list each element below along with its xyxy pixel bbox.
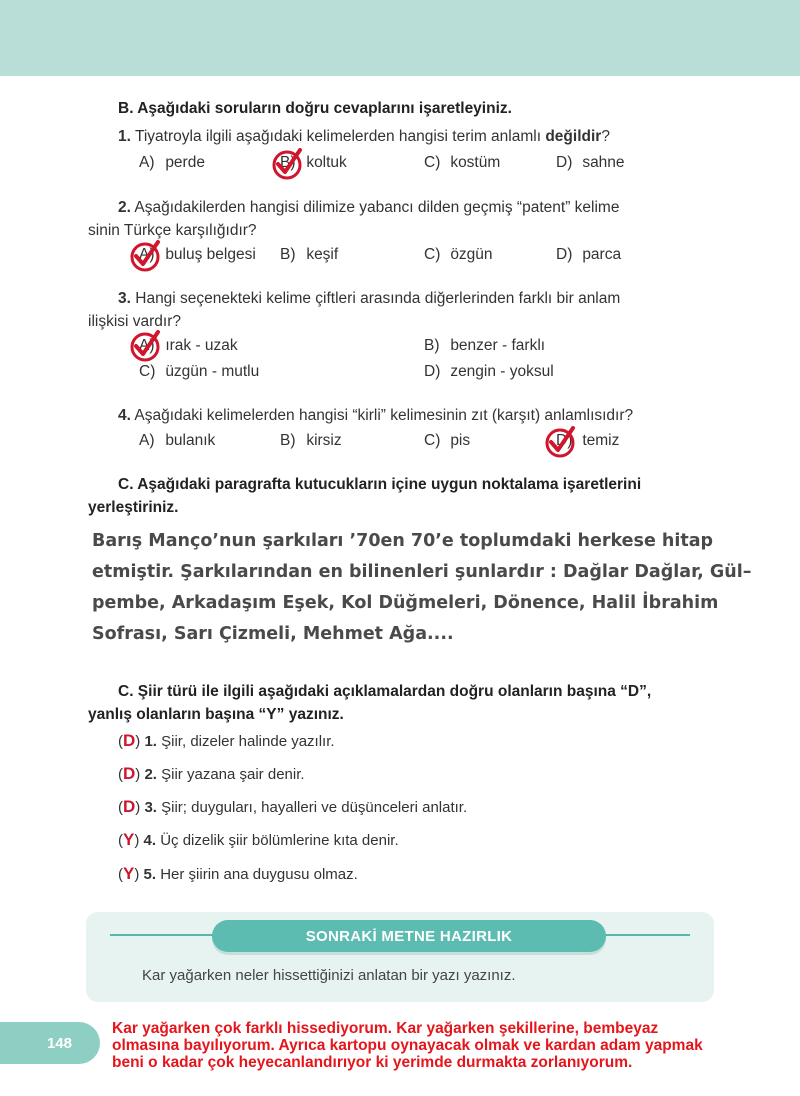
next-text-prep-prompt: Kar yağarken neler hissettiğinizi anlatan bir yazı yazınız. [142, 967, 516, 984]
statement-2: (D) 2. Şiir yazana şair denir. [118, 764, 305, 783]
statement-1-answer[interactable]: D [123, 731, 136, 750]
statement-4-answer[interactable]: Y [123, 830, 135, 849]
question-4-number: 4. [118, 407, 131, 424]
prep-divider-left [110, 934, 220, 936]
question-2-text: Aşağıdakilerden hangisi dilimize yabancı dilden geçmiş “patent” kelime [134, 199, 620, 216]
question-2-number: 2. [118, 199, 131, 216]
section-c-punctuation-title: C. Aşağıdaki paragrafta kutucukların içine uygun noktalama işaretlerini [118, 476, 642, 493]
statement-4: (Y) 4. Üç dizelik şiir bölümlerine kıta denir. [118, 830, 399, 849]
q1-option-a[interactable]: A) perde [139, 154, 205, 171]
statement-1: (D) 1. Şiir, dizeler halinde yazılır. [118, 731, 335, 750]
answer-line-1: Kar yağarken çok farklı hissediyorum. Kar yağarken şekillerine, bembeyaz [112, 1020, 659, 1037]
q1-check-mark-icon [270, 146, 304, 180]
q4-option-d[interactable]: D) temiz [556, 432, 620, 449]
paragraph-line-3: pembe, Arkadaşım Eşek, Kol Düğmeleri, Dönence, Halil İbrahim [92, 593, 719, 613]
section-c-punctuation-title-line-2: yerleştiriniz. [88, 499, 179, 516]
q2-option-a[interactable]: A) buluş belgesi [139, 246, 256, 263]
q3-check-mark-icon [128, 328, 162, 362]
q4-option-b[interactable]: B) kirsiz [280, 432, 342, 449]
paragraph-line-1: Barış Manço’nun şarkıları ’70en 70’e toplumdaki herkese hitap [92, 531, 714, 551]
q1-option-c[interactable]: C) kostüm [424, 154, 501, 171]
q3-option-b[interactable]: B) benzer - farklı [424, 337, 546, 354]
question-2-line-2: sinin Türkçe karşılığıdır? [88, 222, 257, 239]
statement-3-answer[interactable]: D [123, 797, 136, 816]
question-1-number: 1. [118, 128, 131, 145]
question-4 [118, 407, 633, 425]
question-2 [118, 199, 619, 217]
question-3 [118, 290, 620, 308]
q4-check-mark-icon [543, 424, 577, 458]
q3-option-d[interactable]: D) zengin - yoksul [424, 363, 554, 380]
next-text-prep-heading: SONRAKİ METNE HAZIRLIK [212, 920, 606, 952]
section-b-title: B. Aşağıdaki soruların doğru cevaplarını işaretleyiniz. [118, 100, 512, 117]
paragraph-line-4: Sofrası, Sarı Çizmeli, Mehmet Ağa.... [92, 624, 454, 644]
question-3-line-2: ilişkisi vardır? [88, 313, 182, 330]
question-1-text: Tiyatroyla ilgili aşağıdaki kelimelerden hangisi terim anlamlı [134, 128, 546, 145]
question-4-text: Aşağıdaki kelimelerden hangisi “kirli” kelimesinin zıt (karşıt) anlamlısıdır? [134, 407, 634, 424]
question-1 [118, 128, 610, 146]
question-3-number: 3. [118, 290, 131, 307]
q1-option-d[interactable]: D) sahne [556, 154, 625, 171]
page-number-tab: 148 [0, 1022, 100, 1064]
q3-option-a[interactable]: A) ırak - uzak [139, 337, 238, 354]
student-answer-text [112, 1020, 782, 1071]
q2-check-mark-icon [128, 238, 162, 272]
paragraph-line-2: etmiştir. Şarkılarından en bilinenleri şunlardır : Dağlar Dağlar, Gül– [92, 562, 752, 582]
question-3-text: Hangi seçenekteki kelime çiftleri arasında diğerlerinden farklı bir anlam [135, 290, 621, 307]
statement-5: (Y) 5. Her şiirin ana duygusu olmaz. [118, 864, 358, 883]
top-header-band [0, 0, 800, 76]
answer-line-3: beni o kadar çok heyecanlandırıyor ki yerimde durmakta zorlanıyorum. [112, 1054, 633, 1071]
statement-2-answer[interactable]: D [123, 764, 136, 783]
q3-option-c[interactable]: C) üzgün - mutlu [139, 363, 260, 380]
section-c-poetry-title-line-2: yanlış olanların başına “Y” yazınız. [88, 706, 344, 723]
section-c-poetry-title: C. Şiir türü ile ilgili aşağıdaki açıklamalardan doğru olanların başına “D”, [118, 683, 652, 700]
q4-option-a[interactable]: A) bulanık [139, 432, 216, 449]
q4-option-c[interactable]: C) pis [424, 432, 471, 449]
q2-option-b[interactable]: B) keşif [280, 246, 339, 263]
answer-line-2: olmasına bayılıyorum. Ayrıca kartopu oynayacak olmak ve kardan adam yapmak [112, 1037, 703, 1054]
statement-5-answer[interactable]: Y [123, 864, 135, 883]
question-1-text-end: ? [601, 128, 610, 145]
question-1-emphasis: değildir [545, 128, 602, 145]
q1-option-b[interactable]: B) koltuk [280, 154, 347, 171]
prep-divider-right [598, 934, 690, 936]
punctuation-paragraph [92, 526, 751, 650]
q2-option-d[interactable]: D) parca [556, 246, 622, 263]
q2-option-c[interactable]: C) özgün [424, 246, 493, 263]
statement-3: (D) 3. Şiir; duyguları, hayalleri ve düşünceleri anlatır. [118, 797, 468, 816]
